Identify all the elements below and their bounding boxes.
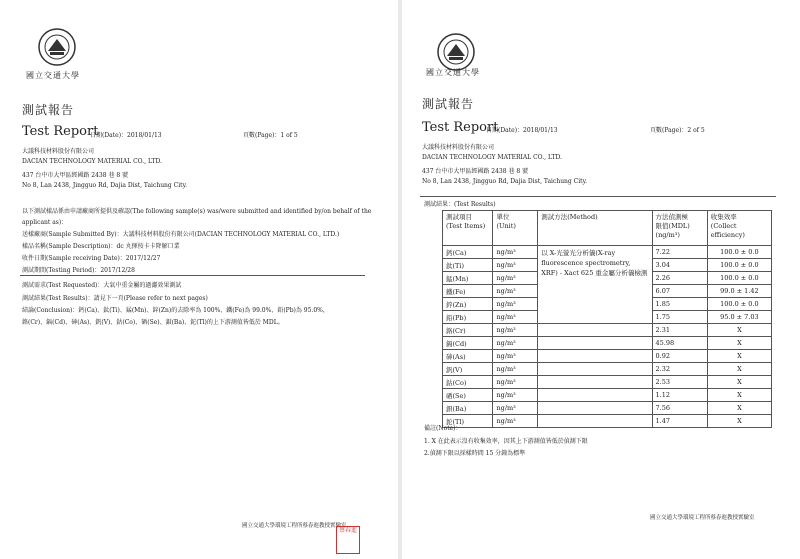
- cell-unit: ng/m³: [493, 389, 538, 402]
- cell-method-empty: [538, 415, 652, 428]
- cell-item: 鉛(Pb): [443, 311, 493, 324]
- address-en: No 8, Lan 2438, Jingguo Rd, Dajia Dist, Taichung City.: [22, 182, 188, 189]
- company-name-cn: 大議科技材料股份有限公司: [422, 144, 495, 151]
- intro-line-2: applicant as)：: [22, 219, 68, 226]
- report-date: 日期(Date)：2018/01/13: [486, 127, 558, 134]
- cell-item: 硒(Se): [443, 389, 493, 402]
- conclusion-line-1: 結論(Conclusion)：鈣(Ca)、鈦(Ti)、錳(Mn)、鋅(Zn)的去除率為 100%、鐵(Fe)為 99.0%、鉛(Pb)為 95.0%，: [22, 307, 329, 314]
- header-efficiency: 收集效率 (Collect efficiency): [707, 211, 771, 246]
- divider: [20, 275, 365, 276]
- table-row: [443, 363, 772, 376]
- cell-mdl: 1.75: [652, 311, 707, 324]
- cell-eff: 99.0 ± 1.42: [707, 285, 771, 298]
- cell-eff: X: [707, 337, 771, 350]
- conclusion-line-2: 鉻(Cr)、鎘(Cd)、砷(As)、釩(V)、鈷(Co)、硒(Se)、鋇(Ba)、鉈(Tl)的上下游測值皆低於 MDL。: [22, 319, 284, 326]
- header-unit: 單位 (Unit): [493, 211, 538, 246]
- cell-mdl: 45.98: [652, 337, 707, 350]
- page-number: 頁數(Page)：2 of 5: [650, 127, 705, 134]
- cell-method: 以 X-光螢光分析儀(X-ray fluorescence spectrometry, XRF) - Xact 625 重金屬分析儀檢測: [538, 246, 652, 324]
- cell-eff: X: [707, 402, 771, 415]
- company-name-en: DACIAN TECHNOLOGY MATERIAL CO., LTD.: [422, 154, 562, 161]
- cell-unit: ng/m³: [493, 285, 538, 298]
- divider: [420, 196, 776, 197]
- submitted-by: 送樣廠商(Sample Submitted By)：大議科技材料股份有限公司(DACIAN TECHNOLOGY MATERIAL CO., LTD.): [22, 231, 340, 238]
- cell-item: 鉻(Cr): [443, 324, 493, 337]
- cell-unit: ng/m³: [493, 259, 538, 272]
- table-row: [443, 415, 772, 428]
- report-title-cn: 測試報告: [422, 97, 475, 111]
- cell-unit: ng/m³: [493, 376, 538, 389]
- cell-item: 鐵(Fe): [443, 285, 493, 298]
- sample-description: 樣品名稱(Sample Description)：dc 丸揮按卡卡降解口業: [22, 243, 180, 250]
- cell-eff: X: [707, 363, 771, 376]
- cell-unit: ng/m³: [493, 402, 538, 415]
- university-logo-icon: [436, 32, 476, 72]
- note-1: 1. X 在此表示沒有收集效率，因其上下游測值皆低於偵測下限: [424, 438, 588, 445]
- cell-eff: X: [707, 350, 771, 363]
- testing-period: 測試期間(Testing Period)：2017/12/28: [22, 267, 135, 274]
- header-test-items: 測試項目 (Test Items): [443, 211, 493, 246]
- cell-item: 鎘(Cd): [443, 337, 493, 350]
- table-row: [443, 376, 772, 389]
- cell-eff: 95.0 ± 7.03: [707, 311, 771, 324]
- cell-mdl: 1.12: [652, 389, 707, 402]
- footer-lab-name: 國立交通大學環境工程所蔡春進教授實驗室: [650, 515, 755, 521]
- university-name: 國立交通大學: [426, 68, 480, 77]
- cell-unit: ng/m³: [493, 298, 538, 311]
- cell-unit: ng/m³: [493, 350, 538, 363]
- table-row: [443, 350, 772, 363]
- cell-item: 鋅(Zn): [443, 298, 493, 311]
- cell-mdl: 3.04: [652, 259, 707, 272]
- cell-eff: 100.0 ± 0.0: [707, 246, 771, 259]
- cell-item: 鉈(Tl): [443, 415, 493, 428]
- cell-eff: X: [707, 389, 771, 402]
- table-row: [443, 389, 772, 402]
- report-title-en: Test Report: [422, 120, 499, 135]
- cell-unit: ng/m³: [493, 337, 538, 350]
- cell-unit: ng/m³: [493, 246, 538, 259]
- cell-item: 砷(As): [443, 350, 493, 363]
- cell-item: 釩(V): [443, 363, 493, 376]
- results-heading: 測試結果：(Test Results): [424, 201, 496, 208]
- cell-mdl: 7.22: [652, 246, 707, 259]
- note-2: 2.偵測下限以採樣時間 15 分鐘為標準: [424, 450, 526, 457]
- cell-mdl: 7.56: [652, 402, 707, 415]
- footer-lab-name: 國立交通大學環境工程所蔡春進教授實驗室: [242, 523, 347, 529]
- cell-method-empty: [538, 350, 652, 363]
- page-number: 頁數(Page)：1 of 5: [243, 132, 298, 139]
- cell-unit: ng/m³: [493, 415, 538, 428]
- cell-item: 鈣(Ca): [443, 246, 493, 259]
- cell-method-empty: [538, 324, 652, 337]
- cell-eff: 100.0 ± 0.0: [707, 272, 771, 285]
- cell-unit: ng/m³: [493, 363, 538, 376]
- cell-mdl: 2.32: [652, 363, 707, 376]
- header-method: 測試方法(Method): [538, 211, 652, 246]
- address-cn: 437 台中市大甲區經國路 2438 巷 8 號: [22, 172, 129, 179]
- report-page-2: [402, 0, 800, 559]
- cell-item: 鈦(Ti): [443, 259, 493, 272]
- table-row: [443, 246, 772, 259]
- cell-item: 鋇(Ba): [443, 402, 493, 415]
- test-results: 測試結果(Test Results)：請見下一頁(Please refer to next pages): [22, 295, 208, 302]
- company-name-cn: 大議科技材料股份有限公司: [22, 148, 95, 155]
- cell-mdl: 1.85: [652, 298, 707, 311]
- cell-eff: 100.0 ± 0.0: [707, 259, 771, 272]
- cell-mdl: 1.47: [652, 415, 707, 428]
- cell-mdl: 2.26: [652, 272, 707, 285]
- company-name-en: DACIAN TECHNOLOGY MATERIAL CO., LTD.: [22, 158, 162, 165]
- receiving-date: 收件日期(Sample receiving Date)：2017/12/27: [22, 255, 161, 262]
- cell-method-empty: [538, 402, 652, 415]
- cell-method-empty: [538, 376, 652, 389]
- cell-item: 錳(Mn): [443, 272, 493, 285]
- cell-item: 鈷(Co): [443, 376, 493, 389]
- note-title: 備註(Note)：: [424, 425, 462, 432]
- address-en: No 8, Lan 2438, Jingguo Rd, Dajia Dist, Taichung City.: [422, 178, 588, 185]
- university-name: 國立交通大學: [26, 71, 80, 80]
- cell-unit: ng/m³: [493, 272, 538, 285]
- cell-eff: X: [707, 324, 771, 337]
- table-row: [443, 324, 772, 337]
- test-requested: 測試需求(Test Requested)：大氣中重金屬的過濾效果測試: [22, 282, 182, 289]
- cell-unit: ng/m³: [493, 324, 538, 337]
- table-row: [443, 402, 772, 415]
- header-mdl: 方法偵測極 限值(MDL) (ng/m³): [652, 211, 707, 246]
- cell-mdl: 0.92: [652, 350, 707, 363]
- seal-stamp: 蔡春進: [336, 526, 360, 554]
- report-title-en: Test Report: [22, 124, 99, 139]
- report-title-cn: 測試報告: [22, 103, 75, 117]
- cell-eff: 100.0 ± 0.0: [707, 298, 771, 311]
- intro-line-1: 以下測試樣品係由申請廠商所提供及確認(The following sample(s) was/were submitted and identified by/on behalf of the: [22, 208, 372, 215]
- university-logo-icon: [37, 27, 77, 67]
- cell-method-empty: [538, 389, 652, 402]
- results-table: [442, 210, 772, 428]
- table-row: [443, 337, 772, 350]
- report-date: 日期(Date)：2018/01/13: [90, 132, 162, 139]
- cell-eff: X: [707, 415, 771, 428]
- cell-method-empty: [538, 337, 652, 350]
- cell-method-empty: [538, 363, 652, 376]
- address-cn: 437 台中市大甲區經國路 2438 巷 8 號: [422, 168, 529, 175]
- cell-mdl: 2.31: [652, 324, 707, 337]
- report-page-1: [0, 0, 398, 559]
- cell-mdl: 6.07: [652, 285, 707, 298]
- table-header-row: [443, 211, 772, 246]
- cell-unit: ng/m³: [493, 311, 538, 324]
- cell-eff: X: [707, 376, 771, 389]
- cell-mdl: 2.53: [652, 376, 707, 389]
